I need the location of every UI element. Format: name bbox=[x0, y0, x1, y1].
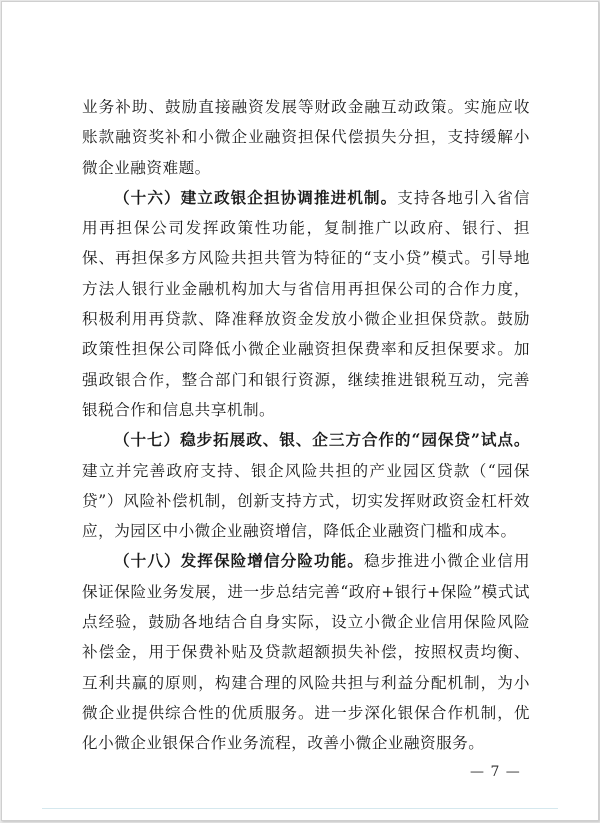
paragraph-text: 支持各地引入省信用再担保公司发挥政策性功能，复制推广以政府、银行、担保、再担保多方风险共担共管为特征的“支小贷”模式。引导地方法人银行业金融机构加大与省信用再担保公司的合作力度，积极利用再贷款、降准释放资金发放小微企业担保贷款。鼓励政策性担保公司降低小微企业融资担保费率和反担保要求。加强政银合作，整合部门和银行资源，继续推进银税互动，完善银税合作和信息共享机制。 bbox=[82, 188, 530, 419]
paragraph-text: 建立并完善政府支持、银企风险共担的产业园区贷款（“园保贷”）风险补偿机制，创新支持方式，切实发挥财政资金杠杆效应，为园区中小微企业融资增信，降低企业融资门槛和成本。 bbox=[82, 461, 530, 541]
paragraph-heading: （十七）稳步拓展政、银、企三方合作的“园保贷”试点。 bbox=[114, 430, 530, 450]
paragraph-18 bbox=[82, 546, 530, 758]
paragraph-heading: （十八）发挥保险增信分险功能。 bbox=[114, 551, 364, 571]
paragraph-continuation bbox=[82, 92, 530, 183]
page-number: — 7 — bbox=[470, 764, 521, 780]
paragraph-16 bbox=[82, 183, 530, 425]
paragraph-17 bbox=[82, 425, 530, 546]
document-body bbox=[82, 92, 530, 759]
document-page bbox=[1, 1, 599, 821]
paragraph-text: 业务补助、鼓励直接融资发展等财政金融互动政策。实施应收账款融资奖补和小微企业融资担保代偿损失分担，支持缓解小微企业融资难题。 bbox=[82, 98, 530, 177]
paragraph-text: 稳步推进小微企业信用保证保险业务发展，进一步总结完善“政府+银行+保险”模式试点经验，鼓励各地结合自身实际，设立小微企业信用保险风险补偿金，用于保费补贴及贷款超额损失补偿，按照权责均衡、互利共赢的原则，构建合理的风险共担与利益分配机制，为小微企业提供综合性的优质服务。进一步深化银保合作机制，优化小微企业银保合作业务流程，改善小微企业融资服务。 bbox=[82, 552, 530, 753]
bottom-divider bbox=[42, 808, 558, 809]
paragraph-heading: （十六）建立政银企担协调推进机制。 bbox=[114, 187, 398, 207]
